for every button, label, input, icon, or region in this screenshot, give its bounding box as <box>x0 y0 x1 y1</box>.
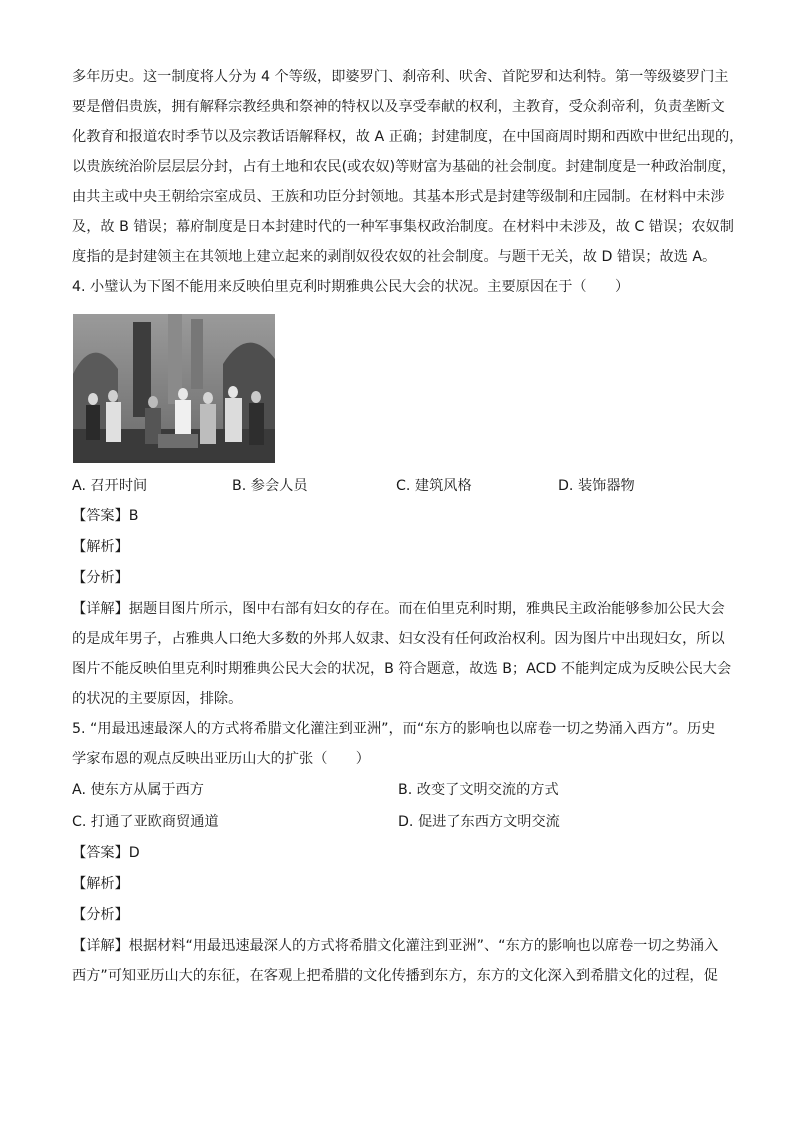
option-c[interactable]: C. 建筑风格 <box>396 478 472 494</box>
question-4-fenxi-label: 【分析】 <box>72 570 129 586</box>
text-line: 西方”可知亚历山大的东征，在客观上把希腊的文化传播到东方，东方的文化深入到希腊文化的过程，促 <box>72 968 718 984</box>
text-line: 多年历史。这一制度将人分为 4 个等级，即婆罗门、刹帝利、吠舍、首陀罗和达利特。第一等级婆罗门主 <box>72 69 729 85</box>
text-line: 要是僧侣贵族，拥有解释宗教经典和祭神的特权以及享受奉献的权利，主教育，受众刹帝利，负责垄断文 <box>72 99 725 115</box>
question-5-options-row-2 <box>72 806 724 838</box>
question-5-analysis-label: 【解析】 <box>72 876 129 892</box>
question-4-answer: 【答案】B <box>72 508 139 524</box>
question-4-analysis-label: 【解析】 <box>72 539 129 555</box>
option-b[interactable]: B. 改变了文明交流的方式 <box>398 782 559 798</box>
text-line: 学家布恩的观点反映出亚历山大的扩张（ ） <box>72 751 370 767</box>
text-line: 图片不能反映伯里克利时期雅典公民大会的状况，B 符合题意，故选 B；ACD 不能判定成为反映公民大会 <box>72 661 732 677</box>
question-5-detail <box>72 931 724 991</box>
question-5-stem <box>72 714 724 774</box>
question-5-options-row-1 <box>72 774 724 806</box>
text-line: 由共主或中央王朝给宗室成员、王族和功臣分封领地。其基本形式是封建等级制和庄园制。在材料中未涉 <box>72 189 725 205</box>
question-4-figure <box>73 314 275 463</box>
question-5-fenxi-label: 【分析】 <box>72 907 129 923</box>
painting-illustration <box>73 314 275 463</box>
option-a[interactable]: A. 使东方从属于西方 <box>72 782 204 798</box>
text-line: 【详解】根据材料“用最迅速最深人的方式将希腊文化灌注到亚洲”、“东方的影响也以席卷一切之势涌入 <box>72 938 719 954</box>
text-line: 的状况的主要原因，排除。 <box>72 691 243 707</box>
option-d[interactable]: D. 促进了东西方文明交流 <box>398 814 560 830</box>
option-a[interactable]: A. 召开时间 <box>72 478 148 494</box>
option-b[interactable]: B. 参会人员 <box>232 478 308 494</box>
option-c[interactable]: C. 打通了亚欧商贸通道 <box>72 814 219 830</box>
text-line: 的是成年男子，占雅典人口绝大多数的外邦人奴隶、妇女没有任何政治权利。因为图片中出现妇女，所以 <box>72 631 725 647</box>
text-line: 化教育和报道农时季节以及宗教话语解释权，故 A 正确；封建制度，在中国商周时期和西欧中世纪出现的， <box>72 129 744 145</box>
text-line: 【详解】据题目图片所示，图中右部有妇女的存在。而在伯里克利时期，雅典民主政治能够参加公民大会 <box>72 601 725 617</box>
intro-paragraph <box>72 62 744 272</box>
text-line: 以贵族统治阶层层层分封，占有土地和农民(或农奴)等财富为基础的社会制度。封建制度是一种政治制度， <box>72 159 736 175</box>
question-4-options <box>72 471 724 501</box>
text-line: 及，故 B 错误；幕府制度是日本封建时代的一种军事集权政治制度。在材料中未涉及，故 C 错误；农奴制 <box>72 219 734 235</box>
text-line: 5. “用最迅速最深人的方式将希腊文化灌注到亚洲”，而“东方的影响也以席卷一切之势涌入西方”。历史 <box>72 721 716 737</box>
question-5-answer: 【答案】D <box>72 845 140 861</box>
question-4-stem: 4. 小璧认为下图不能用来反映伯里克利时期雅典公民大会的状况。主要原因在于（ ） <box>72 279 630 295</box>
document-page <box>72 62 744 991</box>
option-d[interactable]: D. 装饰器物 <box>558 478 635 494</box>
question-4-detail <box>72 594 732 714</box>
text-line: 度指的是封建领主在其领地上建立起来的剥削奴役农奴的社会制度。与题干无关，故 D 错误；故选 A。 <box>72 249 717 265</box>
